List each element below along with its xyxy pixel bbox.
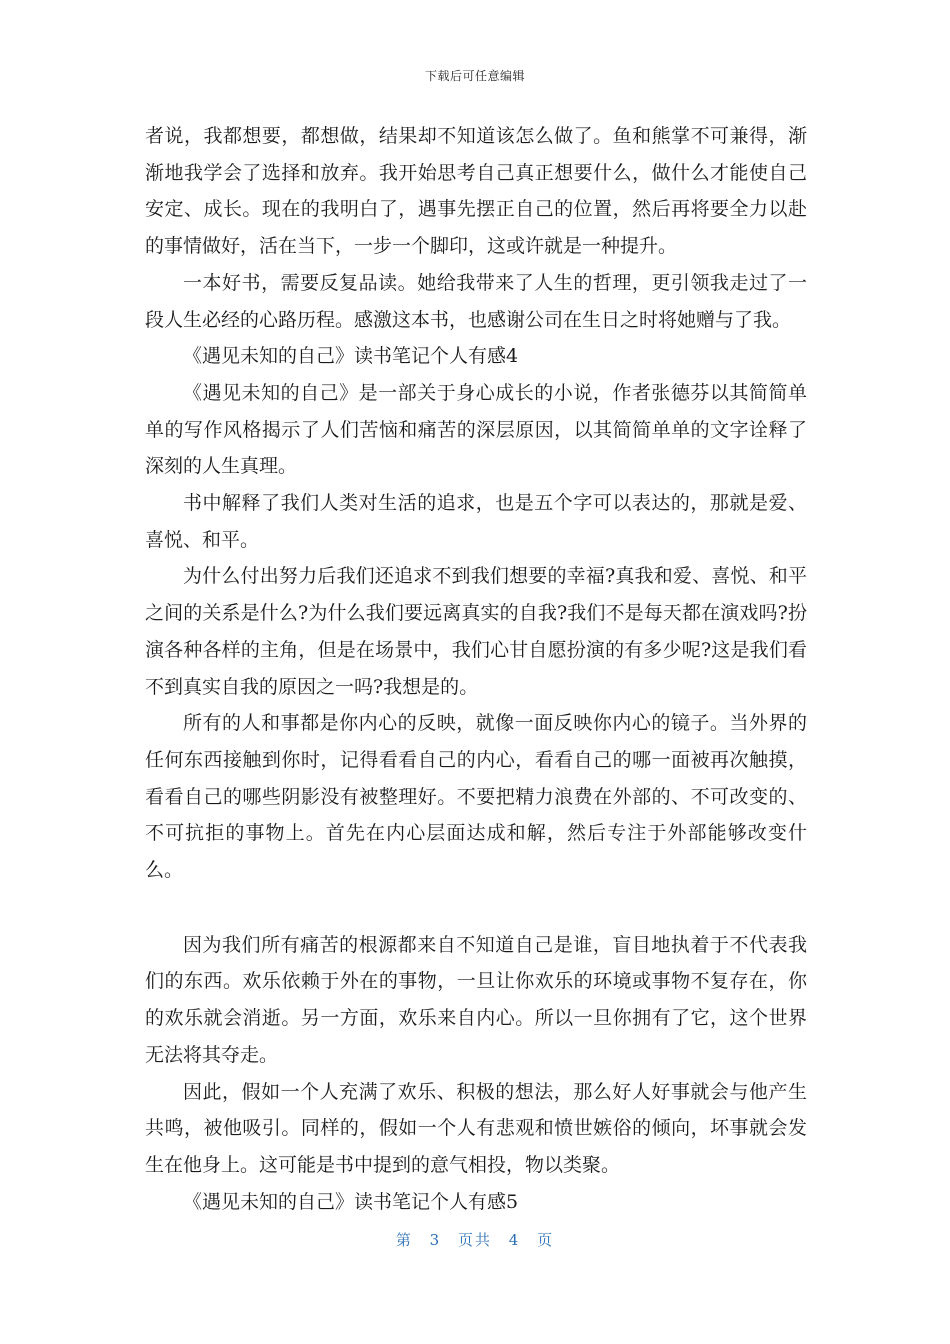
document-body xyxy=(145,118,807,1220)
page-footer: 第 3 页共 4 页 xyxy=(395,1231,555,1249)
section-heading: 《遇见未知的自己》读书笔记个人有感4 xyxy=(183,345,519,368)
paragraph: 书中解释了我们人类对生活的追求，也是五个字可以表达的，那就是爱、喜悦、和平。 xyxy=(145,492,807,551)
section-heading: 《遇见未知的自己》读书笔记个人有感5 xyxy=(183,1190,519,1213)
paragraph: 所有的人和事都是你内心的反映，就像一面反映你内心的镜子。当外界的任何东西接触到你时，记得看看自己的内心，看看自己的哪一面被再次触摸，看看自己的哪些阴影没有被整理好。不要把精力浪费在外部的、不可改变的、不可抗拒的事物上。首先在内心层面达成和解，然后专注于外部能够改变什么。 xyxy=(145,712,807,882)
paragraph-gap xyxy=(145,889,807,927)
paragraph: 因为我们所有痛苦的根源都来自不知道自己是谁，盲目地执着于不代表我们的东西。欢乐依赖于外在的事物，一旦让你欢乐的环境或事物不复存在，你的欢乐就会消逝。另一方面，欢乐来自内心。所以一旦你拥有了它，这个世界无法将其夺走。 xyxy=(145,933,807,1066)
paragraph: 《遇见未知的自己》是一部关于身心成长的小说，作者张德芬以其简简单单的写作风格揭示了人们苦恼和痛苦的深层原因，以其简简单单的文字诠释了深刻的人生真理。 xyxy=(145,381,807,478)
page-header: 下载后可任意编辑 xyxy=(424,69,525,83)
paragraph-continuation: 者说，我都想要，都想做，结果却不知道该怎么做了。鱼和熊掌不可兼得，渐渐地我学会了选择和放弃。我开始思考自己真正想要什么，做什么才能使自己安定、成长。现在的我明白了，遇事先摆正自己的位置，然后再将要全力以赴的事情做好，活在当下，一步一个脚印，这或许就是一种提升。 xyxy=(145,125,807,258)
paragraph: 因此，假如一个人充满了欢乐、积极的想法，那么好人好事就会与他产生共鸣，被他吸引。同样的，假如一个人有悲观和愤世嫉俗的倾向，坏事就会发生在他身上。这可能是书中提到的意气相投，物以类聚。 xyxy=(145,1080,807,1176)
paragraph: 一本好书，需要反复品读。她给我带来了人生的哲理，更引领我走过了一段人生必经的心路历程。感激这本书，也感谢公司在生日之时将她赠与了我。 xyxy=(145,271,807,331)
paragraph: 为什么付出努力后我们还追求不到我们想要的幸福?真我和爱、喜悦、和平之间的关系是什么?为什么我们要远离真实的自我?我们不是每天都在演戏吗?扮演各种各样的主角，但是在场景中，我们心甘自愿扮演的有多少呢?这是我们看不到真实自我的原因之一吗?我想是的。 xyxy=(145,565,807,698)
